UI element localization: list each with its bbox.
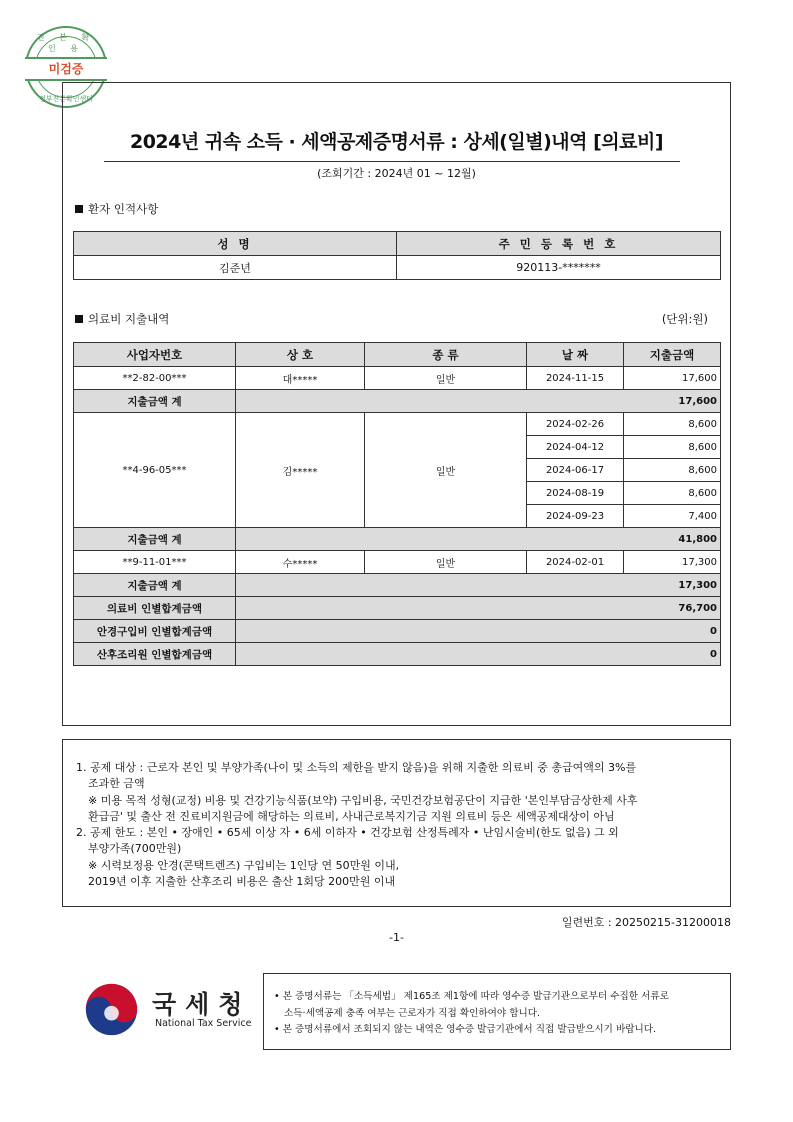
stamp-top-text: 진 본 확 인 용 <box>36 33 96 53</box>
subtotal-value: 17,600 <box>236 390 721 413</box>
total-row <box>74 597 721 620</box>
note-line: 2. 공제 한도 : 본인 • 장애인 • 65세 이상 자 • 6세 이하자 • 건강보험 산정특례자 • 난임시술비(한도 없음) 그 외 <box>76 826 619 840</box>
patient-rrn: 920113-******* <box>397 256 721 280</box>
date-header: 날 짜 <box>527 343 624 367</box>
amount-cell: 8,600 <box>624 482 721 505</box>
date-cell: 2024-08-19 <box>527 482 624 505</box>
total-label: 의료비 인별합계금액 <box>74 597 236 620</box>
date-cell: 2024-02-26 <box>527 413 624 436</box>
footer-notice <box>263 973 731 1050</box>
biz-no-cell: **2-82-00*** <box>74 367 236 390</box>
amount-cell: 8,600 <box>624 459 721 482</box>
medical-section-label: 의료비 지출내역 <box>88 312 170 326</box>
table-row <box>74 551 721 574</box>
type-header: 종 류 <box>365 343 527 367</box>
footer-line: • 본 증명서류에서 조회되지 않는 내역은 영수증 발급기관에서 직접 발급받으시기 바랍니다. <box>274 1024 657 1035</box>
inquiry-period: (조회기간 : 2024년 01 ~ 12월) <box>317 167 476 180</box>
stamp-status: 미검증 <box>25 57 107 81</box>
amount-cell: 8,600 <box>624 436 721 459</box>
deduction-notes <box>62 739 731 907</box>
patient-name: 김준년 <box>74 256 397 280</box>
date-cell: 2024-04-12 <box>527 436 624 459</box>
square-bullet-icon <box>75 315 83 323</box>
subtotal-value: 17,300 <box>236 574 721 597</box>
subtotal-label: 지출금액 계 <box>74 528 236 551</box>
footer-line: • 본 증명서류는 「소득세법」 제165조 제1항에 따라 영수증 발급기관으로부터 수집한 서류로 <box>274 991 669 1002</box>
page-number: -1- <box>389 931 404 944</box>
company-header: 상 호 <box>236 343 365 367</box>
agency-name: 국세청 <box>152 990 252 1019</box>
title-underline <box>104 161 680 162</box>
medical-expense-table <box>73 342 721 666</box>
total-label: 안경구입비 인별합계금액 <box>74 620 236 643</box>
subtotal-row <box>74 528 721 551</box>
type-cell: 일반 <box>365 551 527 574</box>
biz-no-cell: **9-11-01*** <box>74 551 236 574</box>
subtotal-value: 41,800 <box>236 528 721 551</box>
amount-cell: 17,600 <box>624 367 721 390</box>
note-line: 부양가족(700만원) <box>88 842 182 856</box>
type-cell: 일반 <box>365 367 527 390</box>
date-cell: 2024-02-01 <box>527 551 624 574</box>
biz-no-header: 사업자번호 <box>74 343 236 367</box>
note-line: ※ 시력보정용 안경(콘택트렌즈) 구입비는 1인당 연 50만원 이내, <box>88 858 400 872</box>
subtotal-label: 지출금액 계 <box>74 390 236 413</box>
amount-cell: 7,400 <box>624 505 721 528</box>
medical-section-heading <box>75 311 169 327</box>
total-row <box>74 620 721 643</box>
company-cell: 김***** <box>236 413 365 528</box>
total-value: 0 <box>236 620 721 643</box>
patient-data-row <box>74 256 721 280</box>
table-header-row <box>74 343 721 367</box>
date-cell: 2024-11-15 <box>527 367 624 390</box>
type-cell: 일반 <box>365 413 527 528</box>
amount-cell: 8,600 <box>624 413 721 436</box>
stamp-bottom-text: 정부진본확인센터 <box>38 95 94 103</box>
date-cell: 2024-06-17 <box>527 459 624 482</box>
subtotal-row <box>74 390 721 413</box>
serial-number: 일련번호 : 20250215-31200018 <box>561 916 731 929</box>
date-cell: 2024-09-23 <box>527 505 624 528</box>
table-row <box>74 367 721 390</box>
note-line: 1. 공제 대상 : 근로자 본인 및 부양가족(나이 및 소득의 제한을 받지 않음)을 위해 지출한 의료비 중 총급여액의 3%를 <box>76 761 637 774</box>
square-bullet-icon <box>75 205 83 213</box>
company-cell: 대***** <box>236 367 365 390</box>
table-row <box>74 413 721 436</box>
note-line: ※ 미용 목적 성형(교정) 비용 및 건강기능식품(보약) 구입비용, 국민건강보험공단이 지급한 '본인부담금상한제 사후 <box>88 793 638 807</box>
amount-header: 지출금액 <box>624 343 721 367</box>
note-line: 환급금' 및 출산 전 진료비지원금에 해당하는 의료비, 사내근로복지기금 지원 의료비 등은 세액공제대상이 아님 <box>88 809 615 823</box>
total-value: 76,700 <box>236 597 721 620</box>
patient-info-table <box>73 231 721 280</box>
footer-line: 소득·세액공제 충족 여부는 근로자가 직접 확인하여야 합니다. <box>284 1007 541 1019</box>
patient-header-row <box>74 232 721 256</box>
note-line: 2019년 이후 지출한 산후조리 비용은 출산 1회당 200만원 이내 <box>88 875 396 889</box>
subtotal-row <box>74 574 721 597</box>
nts-logo-icon <box>84 982 139 1037</box>
patient-section-heading <box>75 201 158 217</box>
agency-name-en: National Tax Service <box>155 1018 252 1029</box>
biz-no-cell: **4-96-05*** <box>74 413 236 528</box>
rrn-header: 주 민 등 록 번 호 <box>397 232 721 256</box>
company-cell: 수***** <box>236 551 365 574</box>
subtotal-label: 지출금액 계 <box>74 574 236 597</box>
unit-label: (단위:원) <box>661 312 708 326</box>
total-value: 0 <box>236 643 721 666</box>
total-label: 산후조리원 인별합계금액 <box>74 643 236 666</box>
patient-section-label: 환자 인적사항 <box>88 202 159 216</box>
total-row <box>74 643 721 666</box>
note-line: 조과한 금액 <box>88 777 145 791</box>
name-header: 성 명 <box>74 232 397 256</box>
amount-cell: 17,300 <box>624 551 721 574</box>
document-title: 2024년 귀속 소득 · 세액공제증명서류 : 상세(일별)내역 [의료비] <box>129 131 664 153</box>
